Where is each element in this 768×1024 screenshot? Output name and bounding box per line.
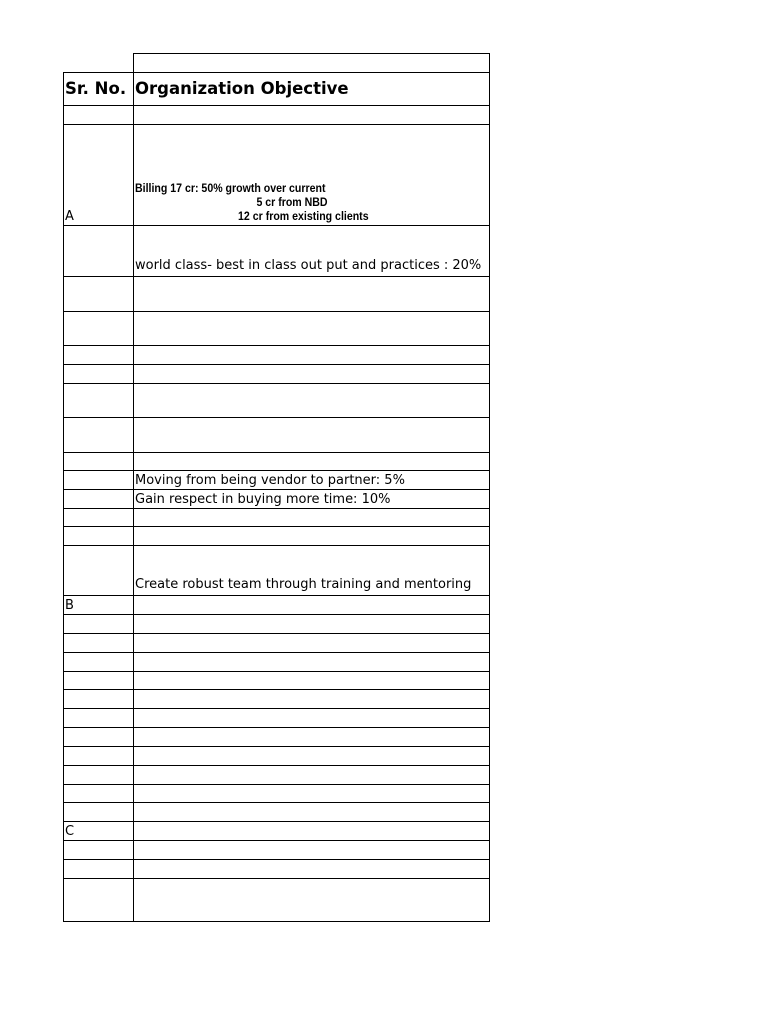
cell-objective: [133, 311, 490, 345]
cell-objective: [133, 708, 490, 727]
cell-objective: [133, 840, 490, 859]
table-row: [63, 878, 490, 922]
table-row: [63, 671, 490, 689]
cell-objective: [133, 595, 490, 614]
objective-text: Moving from being vendor to partner: 5%: [135, 473, 405, 488]
cell-objective: [133, 452, 490, 470]
billing-line: Billing 17 cr: 50% growth over current: [135, 183, 326, 195]
cell-objective: [133, 802, 490, 821]
cell-sr: [63, 765, 133, 784]
objective-text: Gain respect in buying more time: 10%: [135, 492, 391, 507]
cell-sr: [63, 746, 133, 765]
cell-sr: [63, 311, 133, 345]
cell-objective: [133, 225, 490, 276]
table-row: [63, 784, 490, 802]
cell-sr: [63, 878, 133, 922]
billing-line: 12 cr from existing clients: [238, 211, 369, 223]
cell-objective: [133, 545, 490, 595]
cell-sr: [63, 784, 133, 802]
objective-header: Organization Objective: [135, 79, 349, 98]
table-row: [63, 311, 490, 345]
cell-sr: [63, 652, 133, 671]
cell-sr: [63, 545, 133, 595]
table-row: [63, 614, 490, 633]
objective-text: Create robust team through training and mentoring: [135, 577, 472, 592]
sr-no-header: Sr. No.: [65, 79, 127, 98]
table-row: [63, 652, 490, 671]
billing-line: 5 cr from NBD: [256, 197, 328, 209]
billing-objective: [135, 182, 369, 224]
cell-sr: [63, 124, 133, 225]
cell-objective: [133, 689, 490, 708]
section-letter-b: B: [65, 598, 74, 613]
table-row: [63, 470, 490, 489]
cell-objective: [133, 124, 490, 225]
cell-sr: [63, 345, 133, 364]
cell-sr: [63, 689, 133, 708]
cell-sr: [63, 614, 133, 633]
spreadsheet: [63, 53, 490, 922]
table-row: [63, 417, 490, 452]
cell-sr: [63, 452, 133, 470]
table-row: [63, 124, 490, 225]
cell-objective: [133, 470, 490, 489]
table-row: [63, 526, 490, 545]
cell-objective: [133, 72, 490, 105]
cell-objective: [133, 727, 490, 746]
cell-objective: [133, 859, 490, 878]
cell-sr: [63, 802, 133, 821]
cell-sr: [63, 470, 133, 489]
cell-sr: [63, 276, 133, 311]
cell-objective: [133, 364, 490, 383]
table-row: [63, 633, 490, 652]
table-row: [63, 746, 490, 765]
cell-objective: [133, 105, 490, 124]
cell-objective: [133, 821, 490, 840]
table-row: [63, 53, 490, 72]
cell-sr: [63, 671, 133, 689]
cell-objective: [133, 508, 490, 526]
cell-sr: [63, 633, 133, 652]
cell-objective: [133, 276, 490, 311]
table-row: [63, 225, 490, 276]
table-row: [63, 727, 490, 746]
cell-objective: [133, 671, 490, 689]
cell-sr: [63, 364, 133, 383]
table-row: [63, 802, 490, 821]
header-row: [63, 72, 490, 105]
cell-objective: [133, 746, 490, 765]
cell-sr: [63, 225, 133, 276]
cell-sr: [63, 840, 133, 859]
table-row: [63, 276, 490, 311]
cell-sr: [63, 727, 133, 746]
cell-objective: [133, 652, 490, 671]
cell-sr: [63, 417, 133, 452]
cell-sr: [63, 508, 133, 526]
cell-objective: [133, 784, 490, 802]
cell-sr: [63, 72, 133, 105]
cell-objective: [133, 526, 490, 545]
cell-sr: [63, 105, 133, 124]
cell-objective: [133, 53, 490, 72]
cell-objective: [133, 614, 490, 633]
section-letter-a: A: [65, 209, 74, 224]
table-row: [63, 452, 490, 470]
table-row: [63, 508, 490, 526]
section-letter-c: C: [65, 824, 75, 839]
cell-sr: [63, 821, 133, 840]
cell-objective: [133, 765, 490, 784]
table-row: [63, 595, 490, 614]
table-row: [63, 840, 490, 859]
cell-sr: [63, 595, 133, 614]
cell-objective: [133, 345, 490, 364]
table-row: [63, 545, 490, 595]
cell-objective: [133, 383, 490, 417]
cell-sr: [63, 708, 133, 727]
table-row: [63, 859, 490, 878]
table-row: [63, 765, 490, 784]
cell-sr: [63, 383, 133, 417]
cell-sr: [63, 489, 133, 508]
cell-sr: [63, 859, 133, 878]
table-row: [63, 708, 490, 727]
cell-sr: [63, 53, 133, 72]
cell-objective: [133, 633, 490, 652]
cell-objective: [133, 878, 490, 922]
cell-sr: [63, 526, 133, 545]
cell-objective: [133, 417, 490, 452]
table-row: [63, 105, 490, 124]
table-row: [63, 383, 490, 417]
table-row: [63, 364, 490, 383]
table-row: [63, 821, 490, 840]
objective-text: world class- best in class out put and practices : 20%: [135, 258, 482, 273]
table-row: [63, 689, 490, 708]
table-row: [63, 489, 490, 508]
cell-objective: [133, 489, 490, 508]
table-row: [63, 345, 490, 364]
